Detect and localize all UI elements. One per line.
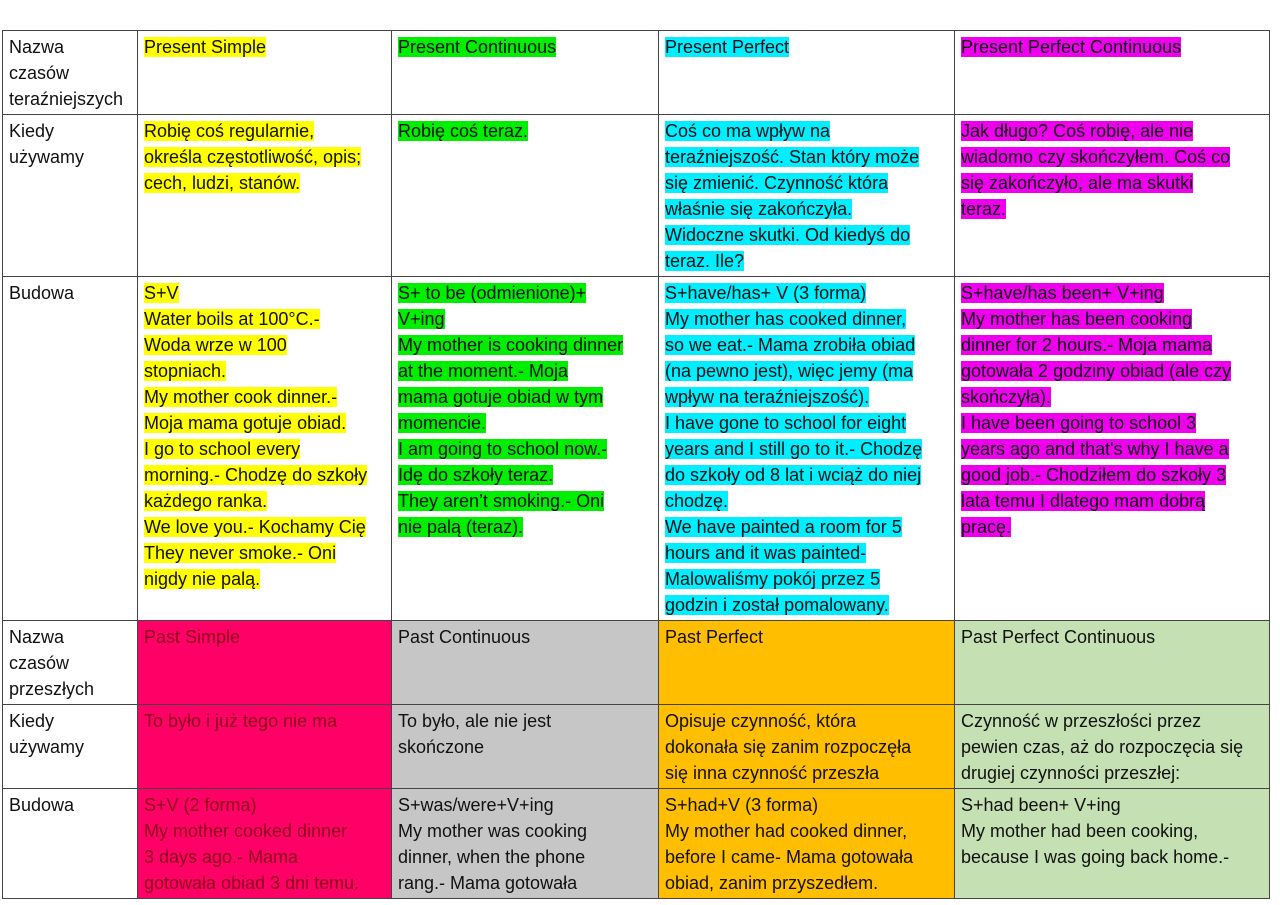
cell-present-perfect-continuous-name: Present Perfect Continuous — [955, 31, 1270, 115]
cell-past-simple-name: Past Simple — [138, 621, 392, 705]
past-names-row — [3, 621, 1270, 705]
row-label-present-when: Kiedy używamy — [3, 115, 138, 277]
cell-present-continuous-name: Present Continuous — [392, 31, 659, 115]
cell-present-perfect-continuous-when: Jak długo? Coś robię, ale nie wiadomo czy skończyłem. Coś co się zakończyło, ale ma skutki teraz. — [955, 115, 1270, 277]
cell-present-simple-build: S+V Water boils at 100°C.- Woda wrze w 100 stopniach. My mother cook dinner.- Moja mama gotuje obiad. I go to school every morning.- Chodzę do szkoły każdego ranka. We love you.- Kochamy Cię They never smoke.- Oni nigdy nie palą. — [138, 277, 392, 621]
cell-present-continuous-build: S+ to be (odmienione)+ V+ing My mother is cooking dinner at the moment.- Moja mama gotuje obiad w tym momencie. I am going to school now.- Idę do szkoły teraz. They aren’t smoking.- Oni nie palą (teraz). — [392, 277, 659, 621]
cell-present-continuous-when: Robię coś teraz. — [392, 115, 659, 277]
cell-past-perfect-continuous-when: Czynność w przeszłości przez pewien czas, aż do rozpoczęcia się drugiej czynności przeszłej: — [955, 705, 1270, 789]
row-label-past-names: Nazwa czasów przeszłych — [3, 621, 138, 705]
cell-past-perfect-build: S+had+V (3 forma) My mother had cooked dinner, before I came- Mama gotowała obiad, zanim przyszedłem. — [659, 789, 955, 899]
cell-present-perfect-build: S+have/has+ V (3 forma) My mother has cooked dinner, so we eat.- Mama zrobiła obiad (na pewno jest), więc jemy (ma wpływ na teraźniejszość). I have gone to school for eight years and I still go to it.- Chodzę do szkoły od 8 lat i wciąż do niej chodzę. We have painted a room for 5 hours and it was painted- Malowaliśmy pokój przez 5 godzin i został pomalowany. — [659, 277, 955, 621]
cell-past-perfect-when: Opisuje czynność, która dokonała się zanim rozpoczęła się inna czynność przeszła — [659, 705, 955, 789]
cell-past-continuous-when: To było, ale nie jest skończone — [392, 705, 659, 789]
cell-past-perfect-continuous-name: Past Perfect Continuous — [955, 621, 1270, 705]
row-label-present-names: Nazwa czasów teraźniejszych — [3, 31, 138, 115]
cell-present-perfect-when: Coś co ma wpływ na teraźniejszość. Stan który może się zmienić. Czynność która właśnie się zakończyła. Widoczne skutki. Od kiedyś do teraz. Ile? — [659, 115, 955, 277]
present-names-row — [3, 31, 1270, 115]
tenses-table — [2, 30, 1270, 899]
cell-present-perfect-continuous-build: S+have/has been+ V+ing My mother has been cooking dinner for 2 hours.- Moja mama gotowała 2 godziny obiad (ale czy skończyła). I have been going to school 3 years ago and that's why I have a good job.- Chodziłem do szkoły 3 lata temu I dlatego mam dobrą pracę. — [955, 277, 1270, 621]
row-label-present-build: Budowa — [3, 277, 138, 621]
past-build-row — [3, 789, 1270, 899]
cell-past-perfect-name: Past Perfect — [659, 621, 955, 705]
cell-present-perfect-name: Present Perfect — [659, 31, 955, 115]
cell-present-simple-name: Present Simple — [138, 31, 392, 115]
row-label-past-build: Budowa — [3, 789, 138, 899]
cell-past-continuous-build: S+was/were+V+ing My mother was cooking dinner, when the phone rang.- Mama gotowała — [392, 789, 659, 899]
present-when-row — [3, 115, 1270, 277]
row-label-past-when: Kiedy używamy — [3, 705, 138, 789]
cell-past-continuous-name: Past Continuous — [392, 621, 659, 705]
cell-past-simple-when: To było i już tego nie ma — [138, 705, 392, 789]
past-when-row — [3, 705, 1270, 789]
cell-past-simple-build: S+V (2 forma) My mother cooked dinner 3 days ago.- Mama gotowała obiad 3 dni temu. — [138, 789, 392, 899]
cell-past-perfect-continuous-build: S+had been+ V+ing My mother had been cooking, because I was going back home.- — [955, 789, 1270, 899]
cell-present-simple-when: Robię coś regularnie, określa częstotliwość, opis; cech, ludzi, stanów. — [138, 115, 392, 277]
present-build-row — [3, 277, 1270, 621]
